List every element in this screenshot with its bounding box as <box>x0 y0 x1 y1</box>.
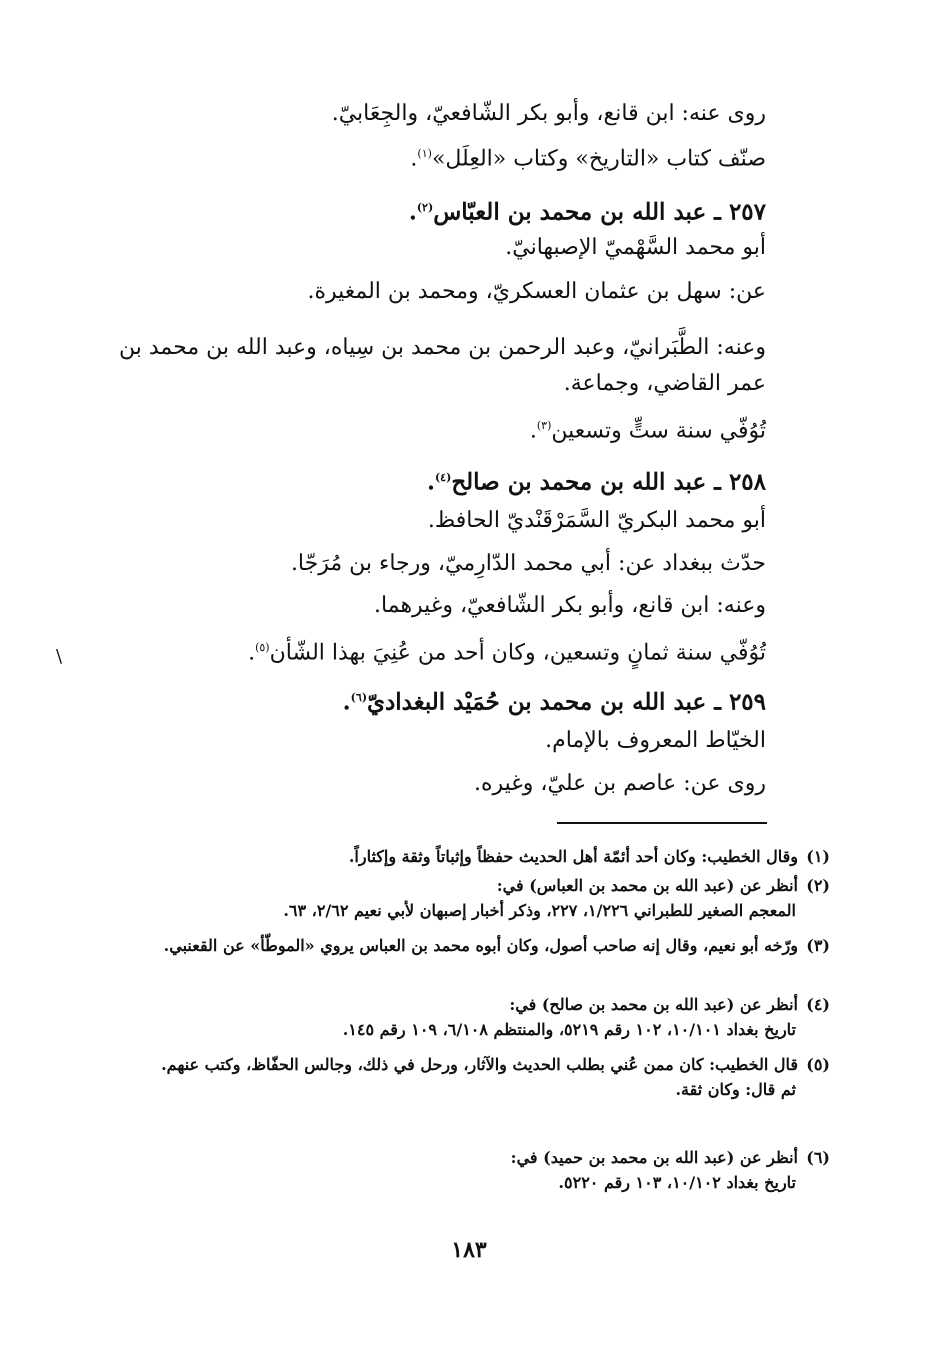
entry-heading-259: ٢٥٩ ـ عبد الله بن محمد بن حُمَيْد البغداديّ$^{(٦)}$. <box>342 688 766 716</box>
footnote-ref[interactable]: (٣) <box>536 419 552 432</box>
text-line: عن: سهل بن عثمان العسكريّ، ومحمد بن المغيرة. <box>307 279 766 304</box>
text-line: تُوُفّي سنة ثمانٍ وتسعين، وكان أحد من عُنِيَ بهذا الشّأن$^{(٥)}$. <box>248 640 766 666</box>
footnote-ref[interactable]: (٢) <box>416 201 434 214</box>
footnote-ref[interactable]: (٥) <box>255 641 270 654</box>
footnote-4: (٤)أنظر عن (عبد الله بن محمد بن صالح) في: تاريخ بغداد ١٠/١٠١، ١٠٢ رقم ٥٢١٩، والمنتظم ٦/١٠٨، ١٠٩ رقم ١٤٥. <box>342 995 830 1039</box>
text-line: أبو محمد البكريّ السَّمَرْقَنْديّ الحافظ. <box>427 508 766 533</box>
footnote-separator <box>557 822 767 824</box>
footnote-ref[interactable]: (٤) <box>434 471 452 484</box>
text-paragraph: وعنه: الطَّبَرانيّ، وعبد الرحمن بن محمد بن سِياه، وعبد الله بن محمد بن عمر القاضي، وجماعة. <box>118 335 766 396</box>
page-number: ١٨٣ <box>451 1237 487 1263</box>
footnote-ref[interactable]: (١) <box>417 147 432 160</box>
footnote-5: (٥)قال الخطيب: كان ممن عُني بطلب الحديث والآثار، ورحل في ذلك، وجالس الحفّاظ، وكتب عنهم. ثم قال: وكان ثقة. <box>161 1055 830 1099</box>
text-line: روى عنه: ابن قانع، وأبو بكر الشّافعيّ، والجِعَابيّ. <box>331 101 766 126</box>
entry-heading-257: ٢٥٧ ـ عبد الله بن محمد بن العبّاس$^{(٢)}$. <box>408 198 766 226</box>
text-line: روى عن: عاصم بن عليّ، وغيره. <box>473 771 766 796</box>
footnote-1: (١)وقال الخطيب: وكان أحد أئمّة أهل الحديث حفظاً وإثباتاً وثقة وإكثاراً. <box>348 847 830 866</box>
entry-heading-258: ٢٥٨ ـ عبد الله بن محمد بن صالح$^{(٤)}$. <box>426 468 766 496</box>
text-line: أبو محمد السَّهْميّ الإصبهانيّ. <box>505 235 766 260</box>
footnote-6: (٦)أنظر عن (عبد الله بن محمد بن حميد) في: تاريخ بغداد ١٠/١٠٢، ١٠٣ رقم ٥٢٢٠. <box>510 1148 830 1192</box>
footnote-ref[interactable]: (٦) <box>350 691 368 704</box>
text-line: الخيّاط المعروف بالإمام. <box>545 728 766 753</box>
footnote-2: (٢)أنظر عن (عبد الله بن محمد بن العباس) في: المعجم الصغير للطبراني ١/٢٢٦، ٢٢٧، وذكر أخبار إصبهان لأبي نعيم ٢/٦٢، ٦٣. <box>283 876 830 920</box>
text-line: وعنه: ابن قانع، وأبو بكر الشّافعيّ، وغيرهما. <box>374 593 766 618</box>
margin-mark: \ <box>56 646 63 667</box>
text-line: تُوُفّي سنة ستٍّ وتسعين$^{(٣)}$. <box>529 418 766 444</box>
footnote-3: (٣)ورّخه أبو نعيم، وقال إنه صاحب أصول، وكان أبوه محمد بن العباس يروي «الموطّأ» عن القعنبي. <box>163 936 830 955</box>
text-line: حدّث ببغداد عن: أبي محمد الدّارِميّ، ورجاء بن مُرَجّا. <box>290 551 766 576</box>
text-line: صنّف كتاب «التاريخ» وكتاب «العِلَل»$^{(١)}$. <box>410 146 766 172</box>
